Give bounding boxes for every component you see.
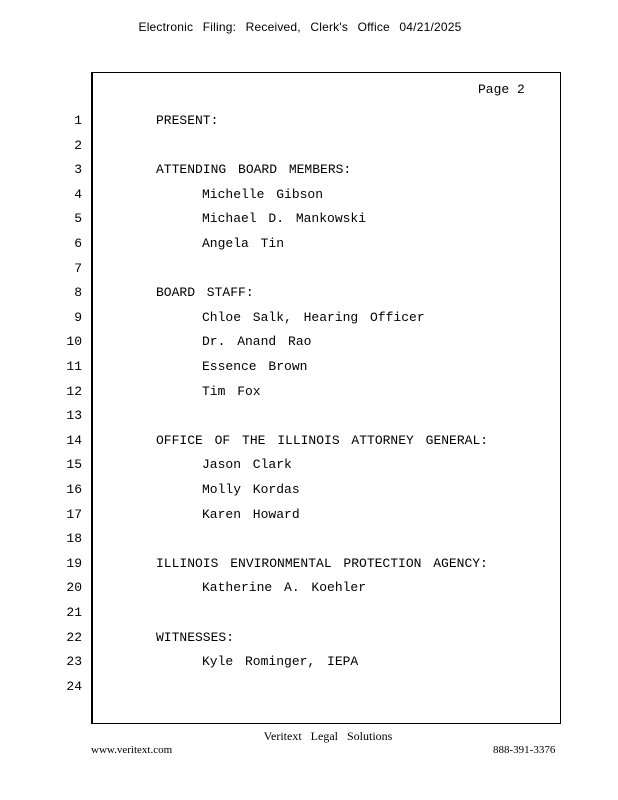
- transcript-line-text: WITNESSES:: [156, 630, 235, 645]
- transcript-line-text: Jason Clark: [202, 457, 292, 472]
- transcript-line-text: Dr. Anand Rao: [202, 334, 312, 349]
- line-number: 5: [74, 211, 82, 226]
- page-number: Page 2: [478, 82, 525, 97]
- transcript-line-text: OFFICE OF THE ILLINOIS ATTORNEY GENERAL:: [156, 433, 489, 448]
- transcript-line-text: Molly Kordas: [202, 482, 300, 497]
- line-number: 14: [66, 433, 82, 448]
- line-number: 3: [74, 162, 82, 177]
- line-number: 20: [66, 580, 82, 595]
- line-number: 21: [66, 605, 82, 620]
- line-number: 22: [66, 630, 82, 645]
- transcript-line-text: BOARD STAFF:: [156, 285, 254, 300]
- transcript-line-text: Michelle Gibson: [202, 187, 324, 202]
- line-number: 15: [66, 457, 82, 472]
- line-number: 16: [66, 482, 82, 497]
- line-number: 24: [66, 679, 82, 694]
- line-number: 10: [66, 334, 82, 349]
- line-number: 9: [74, 310, 82, 325]
- filing-stamp-header: Electronic Filing: Received, Clerk's Office 04/21/2025: [138, 20, 462, 34]
- transcript-line-text: ATTENDING BOARD MEMBERS:: [156, 162, 352, 177]
- transcript-line-text: Kyle Rominger, IEPA: [202, 654, 359, 669]
- transcript-line-text: Karen Howard: [202, 507, 300, 522]
- line-number: 13: [66, 408, 82, 423]
- line-number-rule: [92, 72, 93, 724]
- transcript-line-text: Chloe Salk, Hearing Officer: [202, 310, 425, 325]
- transcript-line-text: Essence Brown: [202, 359, 308, 374]
- line-number: 12: [66, 384, 82, 399]
- footer-company: Veritext Legal Solutions: [263, 729, 393, 743]
- line-number: 8: [74, 285, 82, 300]
- line-number: 19: [66, 556, 82, 571]
- line-number: 2: [74, 138, 82, 153]
- line-number: 11: [66, 359, 82, 374]
- transcript-line-text: Katherine A. Koehler: [202, 580, 367, 595]
- line-number: 6: [74, 236, 82, 251]
- footer-phone: 888-391-3376: [493, 744, 556, 756]
- line-number: 23: [66, 654, 82, 669]
- transcript-line-text: PRESENT:: [156, 113, 219, 128]
- transcript-line-text: Angela Tin: [202, 236, 285, 251]
- line-number: 4: [74, 187, 82, 202]
- line-number: 1: [74, 113, 82, 128]
- line-number: 7: [74, 261, 82, 276]
- line-number: 18: [66, 531, 82, 546]
- footer-website: www.veritext.com: [91, 744, 173, 756]
- transcript-line-text: Michael D. Mankowski: [202, 211, 367, 226]
- transcript-line-text: ILLINOIS ENVIRONMENTAL PROTECTION AGENCY:: [156, 556, 488, 571]
- transcript-line-text: Tim Fox: [202, 384, 261, 399]
- line-number: 17: [66, 507, 82, 522]
